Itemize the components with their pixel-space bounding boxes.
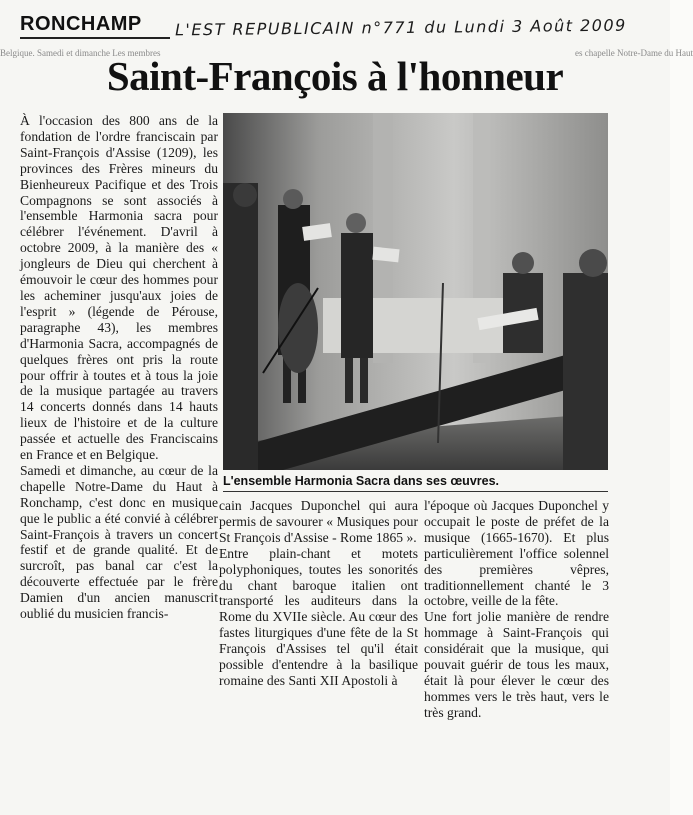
article-column-3	[424, 498, 609, 721]
paragraph: Samedi et dimanche, au cœur de la chapelle Notre-Dame du Haut à Ronchamp, c'est donc en musique que le public a été convié à célébrer Saint-François à travers un concert festif et de grande qualité. Et de surcroît, pas banal car c'est la découverte effectuée par le frère Damien d'un ancien manuscrit oublié du musicien francis-	[20, 462, 218, 622]
article-headline: Saint-François à l'honneur	[106, 53, 564, 99]
paragraph: Entre plain-chant et motets polyphoniques, toutes les sonorités du chant baroque italien ont transporté les auditeurs dans la Rome du XVIIe siècle. Au cœur des fastes liturgiques d'une fête de la St François d'Assises tel qu'il était possible d'entendre à la basilique romaine des Santi XII Apostoli à	[219, 545, 418, 688]
paragraph: À l'occasion des 800 ans de la fondation de l'ordre franciscain par Saint-François d'Assise (1209), les provinces des Frères mineurs du Bienheureux Pacifique et des Trois Compagnons se sont associés à l'ensemble Harmonia sacra pour célébrer l'événement. D'avril à octobre 2009, à la manière des « jongleurs de Dieu qui cherchent à émouvoir le cœur des hommes pour les acheminer jusqu'aux joies de l'esprit » (légende de Pérouse, paragraphe 43), les membres d'Harmonia Sacra, accompagnés de quelques frères ont pris la route pour offrir à toutes et à tous la joie de la musique partagée au travers 14 concerts donnés dans 14 hauts lieux de l'histoire et de la culture passée et actuelle des Franciscains en France et en Belgique.	[20, 113, 218, 463]
handwritten-source-note: L'EST REPUBLICAIN n°771 du Lundi 3 Août 2009	[174, 15, 627, 40]
section-rule	[20, 37, 170, 39]
photo-caption: L'ensemble Harmonia Sacra dans ses œuvres.	[223, 474, 500, 488]
caption-rule	[223, 491, 608, 492]
paragraph: l'époque où Jacques Duponchel y occupait le poste de préfet de la musique (1665-1670). Et plus particulièrement l'office solennel des premières vêpres, traditionnellement chanté le 3 octobre, veille de la fête.	[424, 498, 609, 609]
paragraph: Une fort jolie manière de rendre hommage à Saint-François qui considérait que la musique, qui pouvait guérir de tous les maux, était là pour élever le cœur des hommes vers le très haut, vers le très grand.	[424, 609, 609, 720]
concert-photo	[223, 113, 608, 470]
paragraph: cain Jacques Duponchel qui aura permis de savourer « Musiques pour St François d'Assise - Rome 1865 ».	[219, 498, 418, 545]
article-column-2	[219, 498, 418, 689]
article-column-1	[20, 113, 218, 622]
concert-photo-image	[223, 113, 608, 470]
neighbor-article-bleed-left: Belgique. Samedi et dimanche Les membres	[0, 48, 161, 58]
neighbor-article-bleed-right: es chapelle Notre-Dame du Haut	[575, 48, 693, 58]
section-label: RONCHAMP	[20, 13, 142, 35]
